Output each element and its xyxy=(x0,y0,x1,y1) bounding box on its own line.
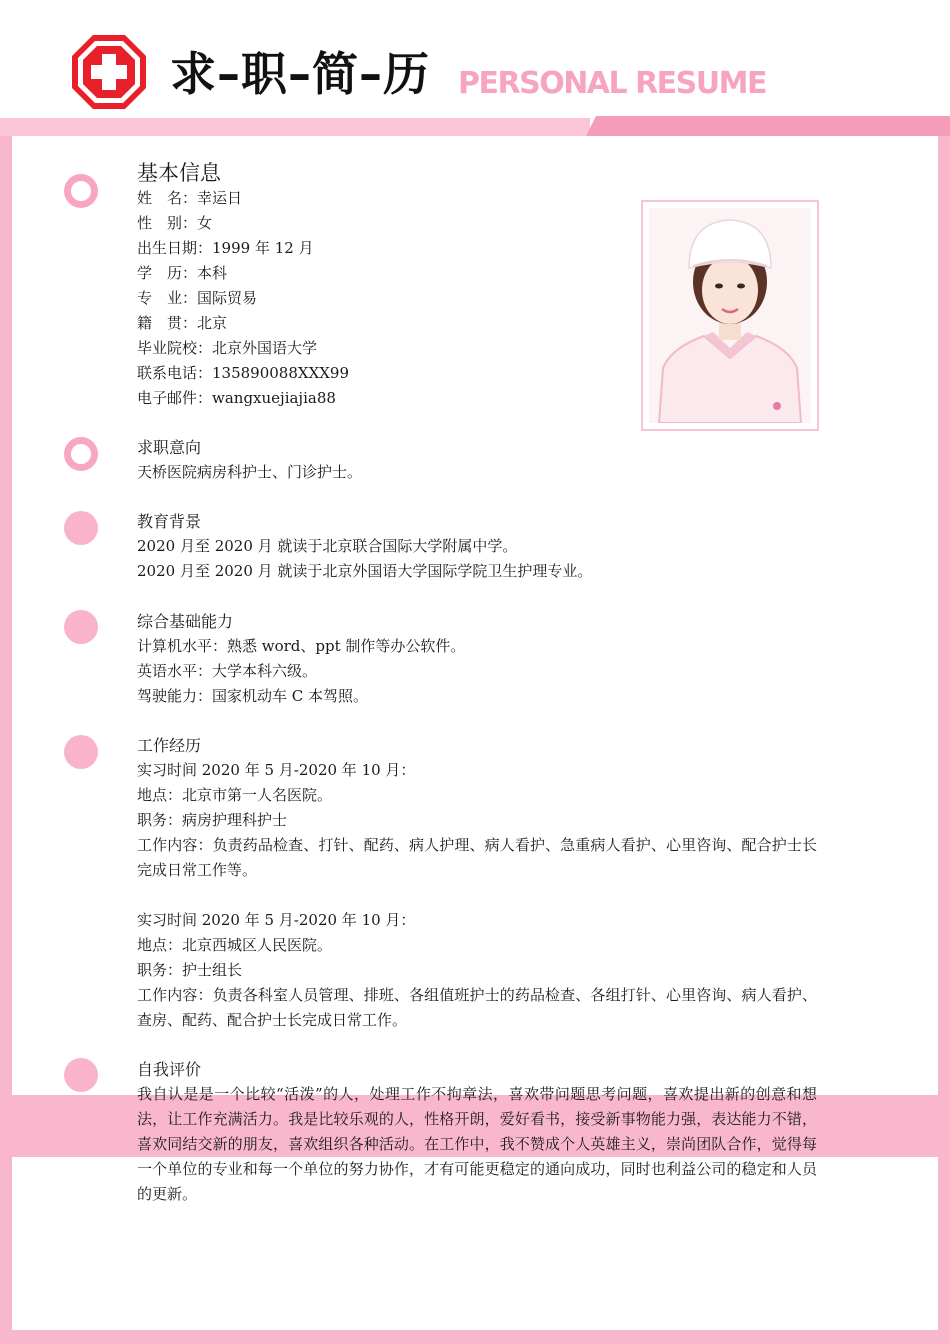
info-school: 毕业院校：北京外国语大学 xyxy=(137,339,318,357)
section-heading: 教育背景 xyxy=(137,512,202,531)
resume-title-english: PERSONAL RESUME xyxy=(458,66,766,101)
skill-computer: 计算机水平：熟悉 word、ppt 制作等办公软件。 xyxy=(137,637,466,655)
education-line: 2020 月至 2020 月 就读于北京外国语大学国际学院卫生护理专业。 xyxy=(137,562,593,580)
job-place: 地点：北京市第一人名医院。 xyxy=(137,786,333,804)
section-education xyxy=(137,509,817,584)
resume-title: 求–职–简–历 xyxy=(170,47,430,101)
section-marker-basic xyxy=(64,174,98,208)
info-name: 姓 名：幸运日 xyxy=(137,189,243,207)
section-heading: 工作经历 xyxy=(137,736,202,755)
job-content: 工作内容：负责各科室人员管理、排班、各组值班护士的药品检查、各组打针、心里咨询、病人看护、查房、配药、配合护士长完成日常工作。 xyxy=(137,986,817,1029)
job-role: 职务：病房护理科护士 xyxy=(137,811,288,829)
spacer xyxy=(137,883,817,908)
intent-line: 天桥医院病房科护士、门诊护士。 xyxy=(137,463,363,481)
header xyxy=(0,0,950,118)
job-time: 实习时间 2020 年 5 月-2020 年 10 月： xyxy=(137,911,416,929)
section-marker-work xyxy=(64,735,98,769)
section-heading: 求职意向 xyxy=(137,438,202,457)
info-phone: 联系电话：135890088XXX99 xyxy=(137,364,350,382)
education-line: 2020 月至 2020 月 就读于北京联合国际大学附属中学。 xyxy=(137,537,518,555)
info-email: 电子邮件：wangxuejiajia88 xyxy=(137,389,336,407)
section-work-experience xyxy=(137,733,817,1033)
section-heading: 综合基础能力 xyxy=(137,612,234,631)
header-band-dark xyxy=(586,116,950,136)
page-border-bottom xyxy=(0,1330,950,1344)
info-degree: 学 历：本科 xyxy=(137,264,228,282)
section-heading: 自我评价 xyxy=(137,1060,202,1079)
skill-english: 英语水平：大学本科六级。 xyxy=(137,662,318,680)
section-self-evaluation xyxy=(137,1057,817,1207)
info-gender: 性 别：女 xyxy=(137,214,213,232)
header-band-light xyxy=(0,118,590,136)
job-place: 地点：北京西城区人民医院。 xyxy=(137,936,333,954)
page-border-left xyxy=(0,136,12,1344)
job-content: 工作内容：负责药品检查、打针、配药、病人护理、病人看护、急重病人看护、心里咨询、配合护士长完成日常工作等。 xyxy=(137,836,817,879)
section-skills xyxy=(137,609,817,709)
info-major: 专 业：国际贸易 xyxy=(137,289,258,307)
page-border-right xyxy=(938,136,950,1344)
job-role: 职务：护士组长 xyxy=(137,961,243,979)
section-heading: 基本信息 xyxy=(137,161,221,185)
section-marker-skills xyxy=(64,610,98,644)
section-marker-self-eval xyxy=(64,1058,98,1092)
info-birth: 出生日期：1999 年 12 月 xyxy=(137,239,314,257)
profile-photo-frame xyxy=(641,200,819,431)
profile-photo xyxy=(649,208,811,423)
info-hometown: 籍 贯：北京 xyxy=(137,314,228,332)
job-time: 实习时间 2020 年 5 月-2020 年 10 月： xyxy=(137,761,416,779)
section-marker-intent xyxy=(64,437,98,471)
nurse-portrait-icon xyxy=(649,208,811,423)
self-evaluation-text: 我自认是是一个比较“活泼”的人，处理工作不拘章法，喜欢带问题思考问题，喜欢提出新的创意和想法，让工作充满活力。我是比较乐观的人，性格开朗，爱好看书，接受新事物能力强，表达能力不错，喜欢同结交新的朋友，喜欢组织各种活动。在工作中，我不赞成个人英雄主义，崇尚团队合作，觉得每一个单位的专业和每一个单位的努力协作，才有可能更稳定的通向成功，同时也利益公司的稳定和人员的更新。 xyxy=(137,1085,817,1203)
medical-cross-icon xyxy=(70,33,148,111)
skill-driving: 驾驶能力：国家机动车 C 本驾照。 xyxy=(137,687,369,705)
section-job-intent xyxy=(137,435,817,485)
section-marker-education xyxy=(64,511,98,545)
